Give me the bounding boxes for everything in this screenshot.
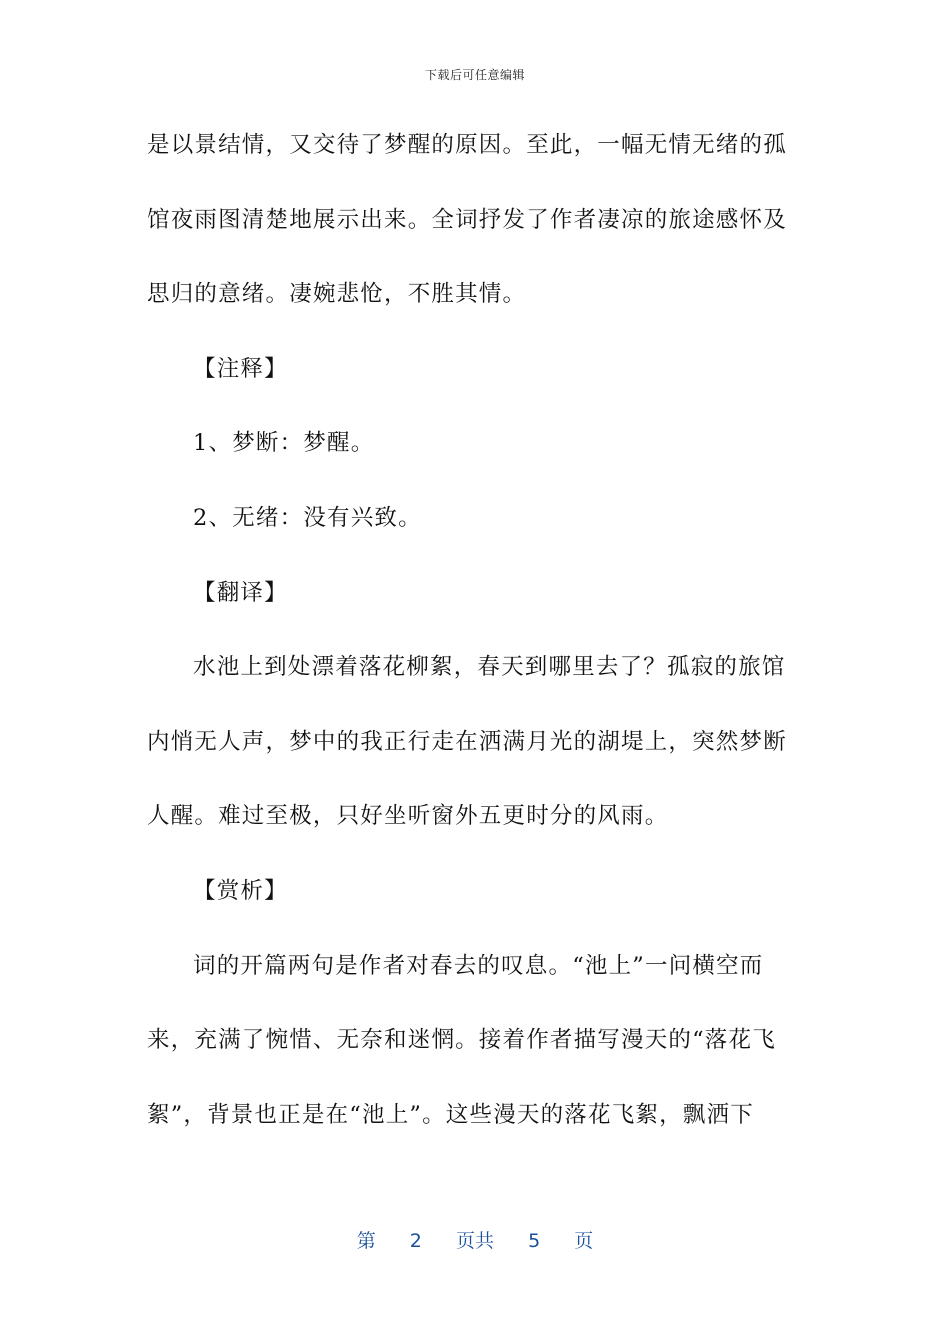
- footer-page-number: 2: [409, 1230, 422, 1252]
- body-line: 馆夜雨图清楚地展示出来。全词抒发了作者凄凉的旅途感怀及: [147, 206, 787, 233]
- footer-page-word: 第: [356, 1230, 376, 1252]
- page-footer: [0, 1226, 950, 1253]
- footer-page-end: 页: [574, 1230, 594, 1252]
- document-body: [147, 118, 793, 1162]
- body-line: 内悄无人声，梦中的我正行走在洒满月光的湖堤上，突然梦断: [147, 728, 787, 755]
- body-line: 水池上到处漂着落花柳絮，春天到哪里去了？孤寂的旅馆: [193, 654, 786, 681]
- section-heading-translation: 【翻译】: [193, 579, 288, 606]
- body-line: 思归的意绪。凄婉悲怆，不胜其情。: [147, 281, 527, 308]
- body-line: 是以景结情，又交待了梦醒的原因。至此，一幅无情无绪的孤: [147, 132, 787, 158]
- body-line: 来，充满了惋惜、无奈和迷惘。接着作者描写漫天的“落花飞: [147, 1027, 776, 1054]
- body-line: 絮”，背景也正是在“池上”。这些漫天的落花飞絮，飘洒下: [147, 1101, 754, 1128]
- header-note: 下载后可任意编辑: [424, 68, 525, 82]
- section-heading-notes: 【注释】: [193, 355, 288, 382]
- body-line: 词的开篇两句是作者对春去的叹息。“池上”一问横空而: [193, 952, 764, 979]
- footer-page-mid: 页共: [455, 1230, 494, 1252]
- note-item: 2、无绪：没有兴致。: [193, 504, 422, 531]
- body-line: 人醒。难过至极，只好坐听窗外五更时分的风雨。: [147, 803, 669, 830]
- section-heading-appreciation: 【赏析】: [193, 877, 288, 904]
- footer-total-pages: 5: [528, 1230, 541, 1252]
- note-item: 1、梦断：梦醒。: [193, 430, 375, 457]
